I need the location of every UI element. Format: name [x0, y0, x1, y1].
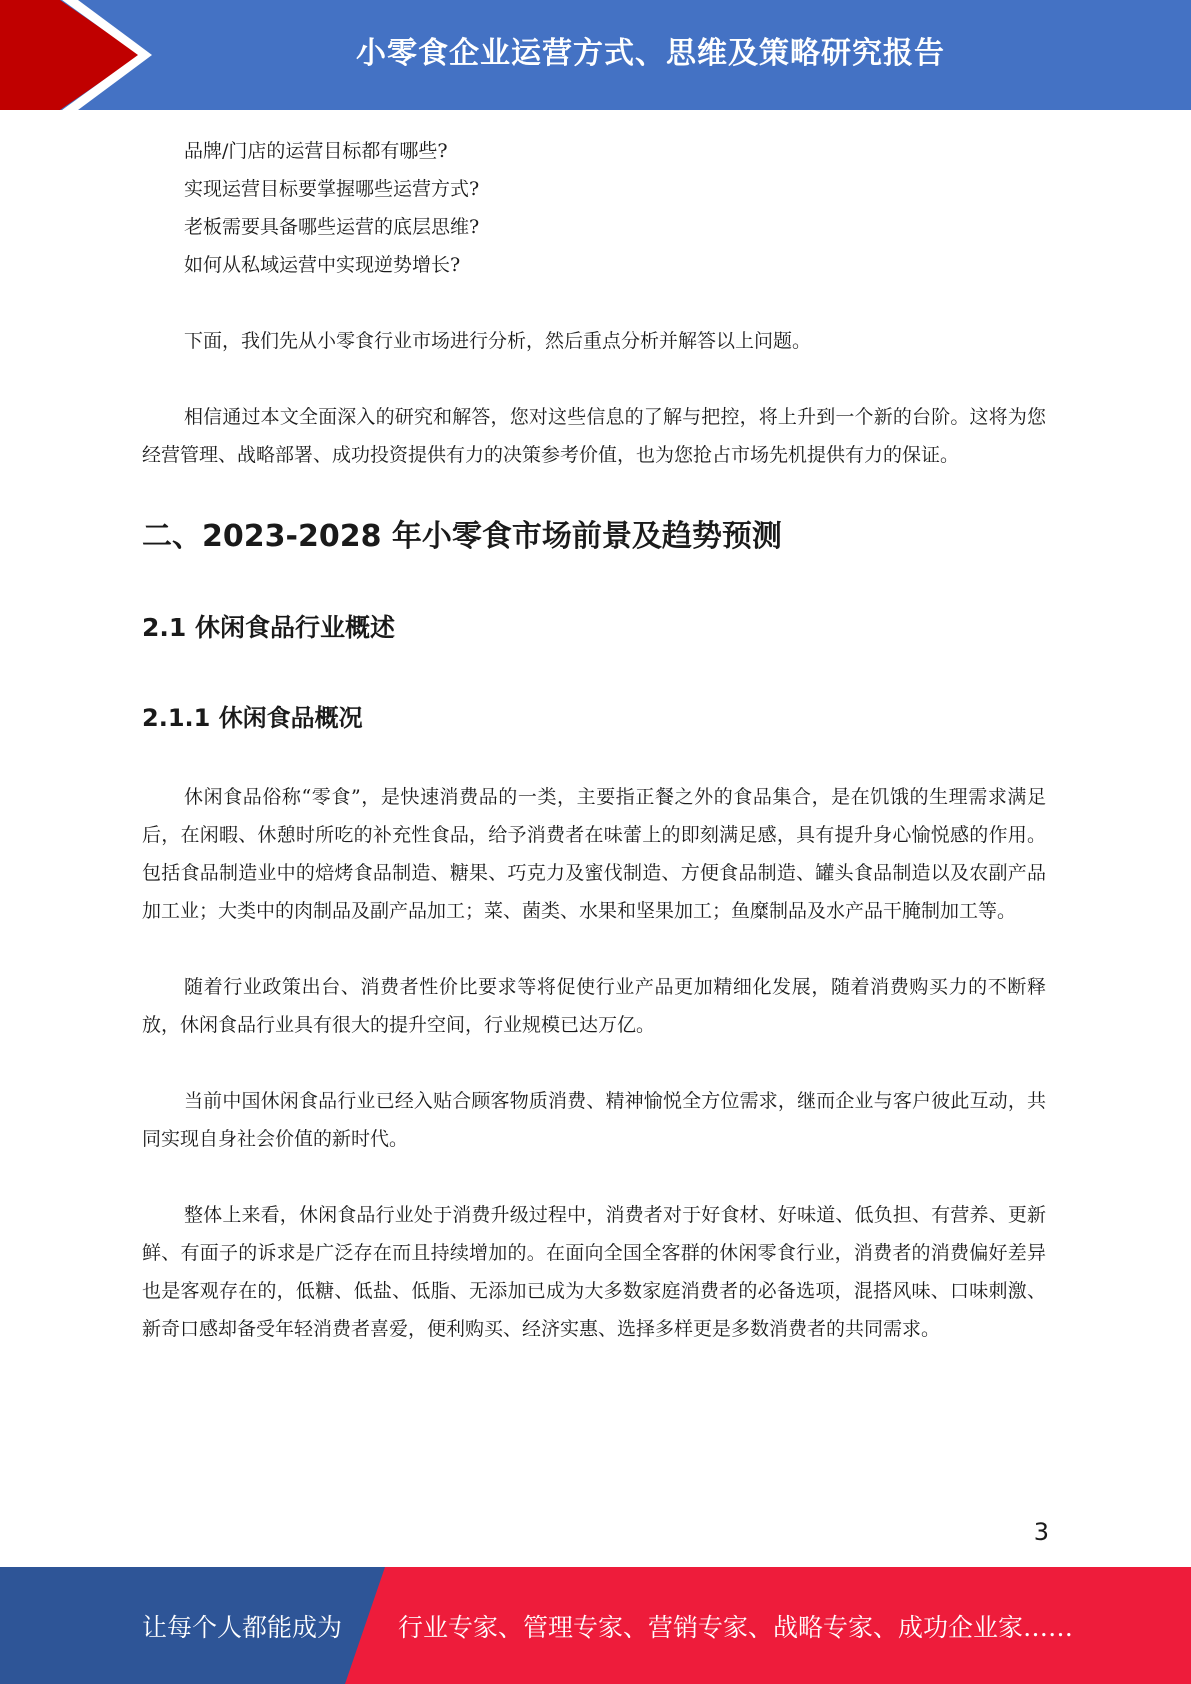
header-banner	[0, 0, 1191, 110]
question-item: 实现运营目标要掌握哪些运营方式?	[184, 178, 480, 200]
document-body	[142, 132, 1046, 1348]
report-title: 小零食企业运营方式、思维及策略研究报告	[356, 36, 945, 71]
question-item: 如何从私域运营中实现逆势增长?	[184, 254, 461, 276]
footer-slogan-left: 让每个人都能成为	[142, 1612, 343, 1642]
question-item: 老板需要具备哪些运营的底层思维?	[184, 216, 480, 238]
body-paragraph: 整体上来看，休闲食品行业处于消费升级过程中，消费者对于好食材、好味道、低负担、有营养、更新鲜、有面子的诉求是广泛存在而且持续增加的。在面向全国全客群的休闲零食行业，消费者的消费偏好差异也是客观存在的，低糖、低盐、低脂、无添加已成为大多数家庭消费者的必备选项，混搭风味、口味刺激、新奇口感却备受年轻消费者喜爱，便利购买、经济实惠、选择多样更是多数消费者的共同需求。	[142, 1204, 1046, 1340]
subsubsection-heading: 2.1.1 休闲食品概况	[142, 704, 363, 732]
subsection-heading: 2.1 休闲食品行业概述	[142, 613, 395, 642]
body-paragraph: 随着行业政策出台、消费者性价比要求等将促使行业产品更加精细化发展，随着消费购买力的不断释放，休闲食品行业具有很大的提升空间，行业规模已达万亿。	[142, 976, 1046, 1036]
question-item: 品牌/门店的运营目标都有哪些?	[184, 140, 448, 162]
body-paragraph: 当前中国休闲食品行业已经入贴合顾客物质消费、精神愉悦全方位需求，继而企业与客户彼此互动，共同实现自身社会价值的新时代。	[142, 1090, 1046, 1150]
footer-banner	[0, 1567, 1191, 1684]
page-number: 3	[1033, 1518, 1049, 1546]
footer-slogan-right: 行业专家、管理专家、营销专家、战略专家、成功企业家……	[398, 1612, 1074, 1642]
question-list	[142, 132, 1046, 284]
body-paragraph: 休闲食品俗称“零食”，是快速消费品的一类，主要指正餐之外的食品集合，是在饥饿的生理需求满足后，在闲暇、休憩时所吃的补充性食品，给予消费者在味蕾上的即刻满足感，具有提升身心愉悦感的作用。包括食品制造业中的焙烤食品制造、糖果、巧克力及蜜伐制造、方便食品制造、罐头食品制造以及农副产品加工业；大类中的肉制品及副产品加工；菜、菌类、水果和坚果加工；鱼糜制品及水产品干腌制加工等。	[142, 786, 1046, 922]
intro-paragraph: 相信通过本文全面深入的研究和解答，您对这些信息的了解与把控，将上升到一个新的台阶。这将为您经营管理、战略部署、成功投资提供有力的决策参考价值，也为您抢占市场先机提供有力的保证。	[142, 406, 1046, 466]
section-heading: 二、2023-2028 年小零食市场前景及趋势预测	[142, 519, 782, 554]
intro-paragraph: 下面，我们先从小零食行业市场进行分析，然后重点分析并解答以上问题。	[184, 330, 812, 352]
